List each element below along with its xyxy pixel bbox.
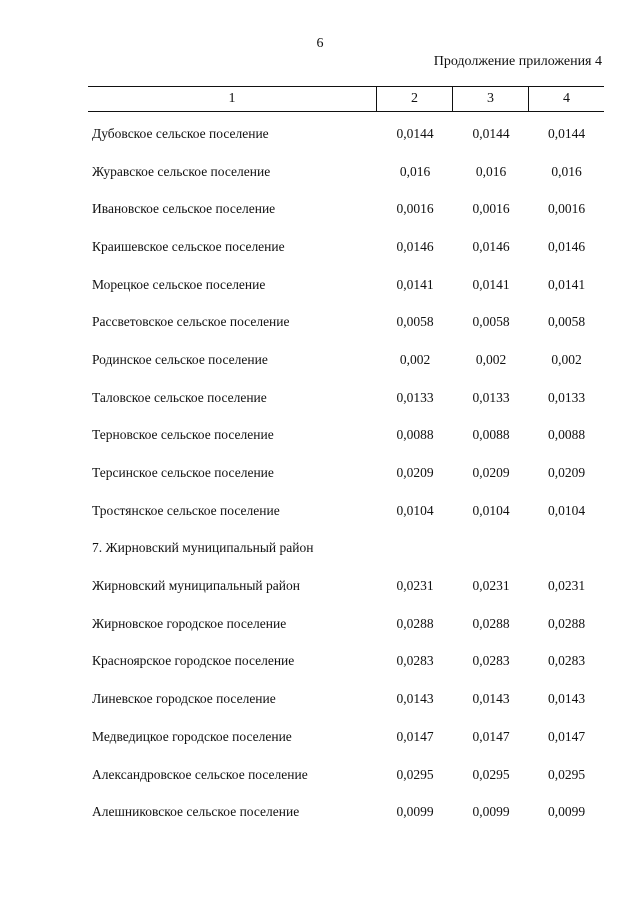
settlement-name: Морецкое сельское поселение bbox=[92, 276, 266, 292]
table-row bbox=[88, 303, 604, 341]
settlement-name: Терсинское сельское поселение bbox=[92, 465, 274, 481]
value-col-2: 0,0133 bbox=[396, 389, 434, 405]
value-col-3: 0,0209 bbox=[472, 465, 510, 481]
section-heading-row bbox=[88, 530, 604, 568]
value-col-4: 0,0133 bbox=[547, 389, 586, 405]
section-heading: 7. Жирновский муниципальный район bbox=[92, 540, 314, 556]
settlement-name: Таловское сельское поселение bbox=[92, 389, 267, 405]
value-col-2: 0,0104 bbox=[396, 502, 434, 518]
value-col-4: 0,0088 bbox=[547, 427, 586, 443]
settlement-name: Ивановское сельское поселение bbox=[92, 201, 276, 217]
value-col-2: 0,0144 bbox=[396, 125, 434, 141]
value-col-3: 0,0141 bbox=[472, 276, 510, 292]
value-col-4: 0,0058 bbox=[547, 314, 586, 330]
settlement-name: Медведицкое городское поселение bbox=[92, 728, 292, 744]
table-row bbox=[88, 454, 604, 492]
value-col-4: 0,0099 bbox=[547, 804, 586, 820]
table-row bbox=[88, 680, 604, 718]
value-col-2: 0,0147 bbox=[396, 728, 434, 744]
value-col-3: 0,0288 bbox=[472, 615, 510, 631]
settlement-name: Терновское сельское поселение bbox=[92, 427, 274, 443]
value-col-2: 0,0231 bbox=[396, 578, 434, 594]
table-row bbox=[88, 266, 604, 304]
settlement-name: Жирновский муниципальный район bbox=[92, 578, 300, 594]
table-row bbox=[88, 190, 604, 228]
table-row bbox=[88, 228, 604, 266]
value-col-3: 0,016 bbox=[475, 163, 507, 179]
value-col-3: 0,0143 bbox=[472, 691, 510, 707]
value-col-2: 0,0283 bbox=[396, 653, 434, 669]
value-col-2: 0,0143 bbox=[396, 691, 434, 707]
settlement-name: Алешниковское сельское поселение bbox=[92, 804, 300, 820]
column-header-1: 1 bbox=[88, 87, 377, 111]
settlement-name: Рассветовское сельское поселение bbox=[92, 314, 290, 330]
value-col-3: 0,0144 bbox=[472, 125, 510, 141]
value-col-2: 0,0088 bbox=[396, 427, 434, 443]
settlement-name: Александровское сельское поселение bbox=[92, 766, 308, 782]
table-body bbox=[88, 115, 604, 831]
table-row bbox=[88, 605, 604, 643]
table-row bbox=[88, 417, 604, 455]
continuation-title: Продолжение приложения 4 bbox=[433, 54, 602, 69]
column-header-4: 4 bbox=[563, 91, 570, 106]
column-header-2: 2 bbox=[377, 87, 453, 111]
value-col-2: 0,002 bbox=[399, 351, 431, 367]
value-col-3: 0,0231 bbox=[472, 578, 510, 594]
value-col-4: 0,0283 bbox=[547, 653, 586, 669]
value-col-2: 0,0288 bbox=[396, 615, 434, 631]
value-col-4: 0,0209 bbox=[547, 465, 586, 481]
table-row bbox=[88, 567, 604, 605]
value-col-3: 0,0099 bbox=[472, 804, 510, 820]
column-header-3: 3 bbox=[453, 87, 529, 111]
settlement-name: Дубовское сельское поселение bbox=[92, 125, 269, 141]
table-header bbox=[88, 86, 604, 112]
value-col-2: 0,0058 bbox=[396, 314, 434, 330]
settlement-name: Линевское городское поселение bbox=[92, 691, 276, 707]
settlement-name: Родинское сельское поселение bbox=[92, 351, 268, 367]
table-row bbox=[88, 756, 604, 794]
value-col-2: 0,0295 bbox=[396, 766, 434, 782]
value-col-4: 0,0016 bbox=[547, 201, 586, 217]
settlement-name: Краишевское сельское поселение bbox=[92, 238, 285, 254]
value-col-2: 0,0141 bbox=[396, 276, 434, 292]
settlement-name: Журавское сельское поселение bbox=[92, 163, 271, 179]
table-row bbox=[88, 341, 604, 379]
table-row bbox=[88, 379, 604, 417]
table-row bbox=[88, 718, 604, 756]
value-col-2: 0,0146 bbox=[396, 238, 434, 254]
value-col-2: 0,0016 bbox=[396, 201, 434, 217]
value-col-3: 0,0147 bbox=[472, 728, 510, 744]
table-row bbox=[88, 115, 604, 153]
value-col-4: 0,0231 bbox=[547, 578, 586, 594]
value-col-3: 0,0016 bbox=[472, 201, 510, 217]
value-col-4: 0,0288 bbox=[547, 615, 586, 631]
value-col-3: 0,0295 bbox=[472, 766, 510, 782]
settlement-name: Тростянское сельское поселение bbox=[92, 502, 280, 518]
value-col-4: 0,0143 bbox=[547, 691, 586, 707]
settlement-name: Красноярское городское поселение bbox=[92, 653, 295, 669]
value-col-3: 0,0088 bbox=[472, 427, 510, 443]
value-col-4: 0,0141 bbox=[547, 276, 586, 292]
value-col-4: 0,016 bbox=[551, 163, 582, 179]
value-col-4: 0,002 bbox=[551, 351, 582, 367]
value-col-4: 0,0146 bbox=[547, 238, 586, 254]
value-col-4: 0,0104 bbox=[547, 502, 586, 518]
settlement-name: Жирновское городское поселение bbox=[92, 615, 287, 631]
table-row bbox=[88, 793, 604, 831]
value-col-3: 0,0104 bbox=[472, 502, 510, 518]
value-col-4: 0,0147 bbox=[547, 728, 586, 744]
value-col-3: 0,0058 bbox=[472, 314, 510, 330]
value-col-2: 0,016 bbox=[399, 163, 431, 179]
value-col-2: 0,0209 bbox=[396, 465, 434, 481]
value-col-4: 0,0295 bbox=[547, 766, 586, 782]
value-col-3: 0,0133 bbox=[472, 389, 510, 405]
table-row bbox=[88, 492, 604, 530]
table-row bbox=[88, 643, 604, 681]
value-col-3: 0,0146 bbox=[472, 238, 510, 254]
value-col-3: 0,002 bbox=[475, 351, 507, 367]
page-number: 6 bbox=[316, 36, 324, 51]
table-row bbox=[88, 153, 604, 191]
value-col-2: 0,0099 bbox=[396, 804, 434, 820]
value-col-3: 0,0283 bbox=[472, 653, 510, 669]
value-col-4: 0,0144 bbox=[547, 125, 586, 141]
